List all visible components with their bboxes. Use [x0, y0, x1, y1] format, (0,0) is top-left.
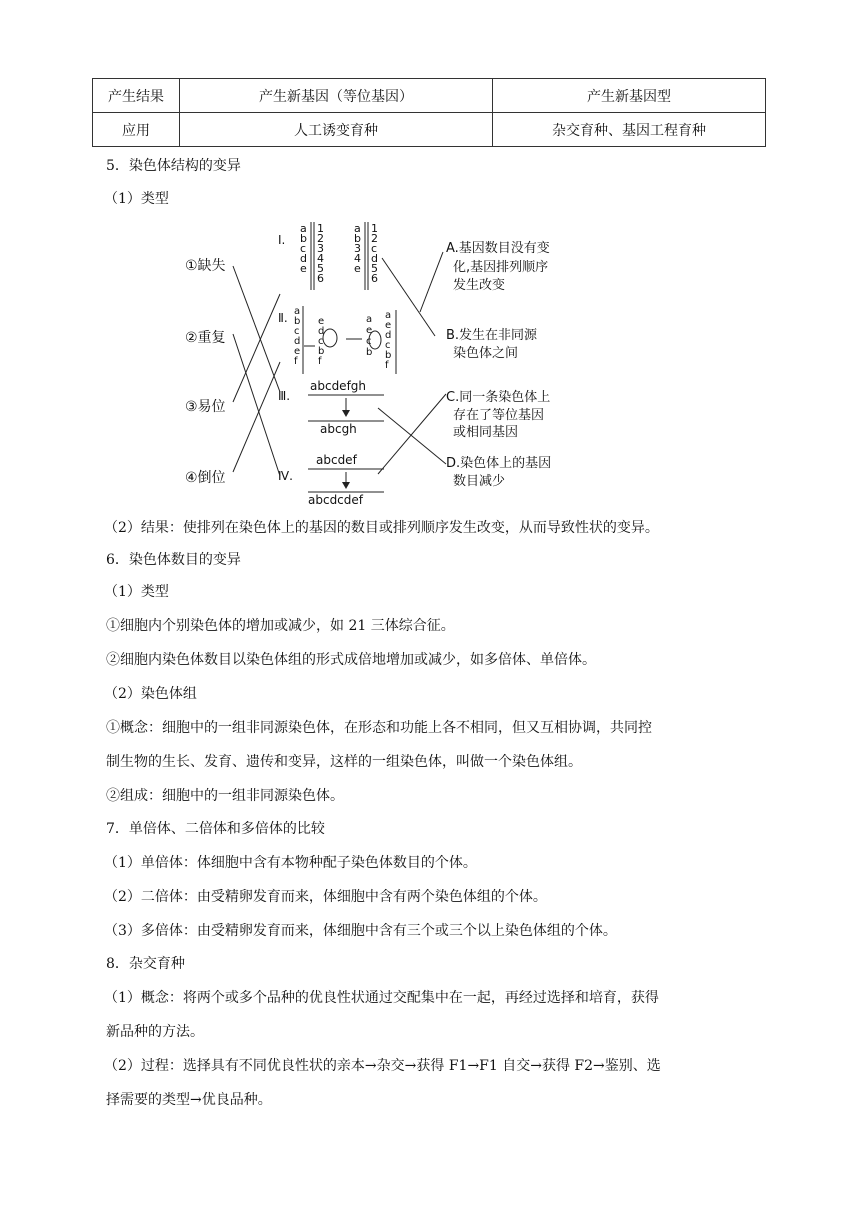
IV-top: abcdef — [316, 453, 357, 467]
desc-C-3: 或相同基因 — [453, 425, 519, 440]
gene-letter: c — [300, 242, 307, 255]
section-8-p2b: 择需要的类型→优良品种。 — [106, 1092, 272, 1108]
gene-letter: 1 — [317, 222, 324, 235]
table-row — [93, 113, 766, 147]
label-inversion: ④倒位 — [185, 470, 226, 486]
section-7-p2: （2）二倍体：由受精卵发育而来，体细胞中含有两个染色体组的个体。 — [104, 889, 547, 905]
table-cell: 产生新基因型 — [493, 79, 766, 113]
roman-II: Ⅱ. — [278, 311, 288, 325]
IV-group — [308, 453, 384, 506]
section-6-title: 6．染色体数目的变异 — [106, 552, 241, 568]
gene-letter: d — [318, 326, 325, 337]
gene-letter: f — [385, 360, 389, 371]
loop-shape — [323, 329, 337, 347]
table-cell: 杂交育种、基因工程育种 — [493, 113, 766, 147]
gene-letter: c — [366, 336, 372, 347]
table-cell: 人工诱变育种 — [180, 113, 493, 147]
section-6-sub2: （2）染色体组 — [104, 686, 197, 702]
comparison-table — [92, 78, 766, 147]
gene-letter: c — [385, 340, 391, 351]
gene-letter: e — [385, 320, 392, 331]
desc-D-2: 数目减少 — [453, 474, 506, 489]
table-cell: 产生新基因（等位基因） — [180, 79, 493, 113]
desc-C-1: C.同一条染色体上 — [446, 390, 551, 405]
label-deletion: ①缺失 — [185, 258, 226, 274]
desc-A-1: A.基因数目没有变 — [446, 241, 550, 256]
section-6-p1: ①细胞内个别染色体的增加或减少，如 21 三体综合征。 — [106, 618, 455, 634]
gene-letter: a — [366, 314, 373, 325]
gene-letter: d — [385, 330, 392, 341]
table-cell: 产生结果 — [93, 79, 180, 113]
desc-B-1: B.发生在非同源 — [446, 328, 538, 343]
III-bottom: abcgh — [320, 422, 357, 436]
section-8-p2a: （2）过程：选择具有不同优良性状的亲本→杂交→获得 F1→F1 自交→获得 F2→鉴别、选 — [104, 1058, 661, 1074]
desc-A-3: 发生改变 — [453, 278, 506, 293]
gene-letter: 4 — [317, 252, 324, 265]
section-6-sub1: （1）类型 — [104, 584, 169, 600]
gene-letter: 4 — [354, 252, 361, 265]
IV-bottom: abcdcdef — [308, 493, 364, 506]
section-8-p1b: 新品种的方法。 — [106, 1024, 204, 1040]
gene-letter: a — [354, 222, 361, 235]
section-7-p3: （3）多倍体：由受精卵发育而来，体细胞中含有三个或三个以上染色体组的个体。 — [104, 923, 617, 939]
gene-letter: c — [318, 336, 324, 347]
section-7-title: 7．单倍体、二倍体和多倍体的比较 — [106, 821, 325, 837]
roman-I: Ⅰ. — [278, 233, 286, 247]
gene-letter: b — [385, 350, 392, 361]
section-6-p3b: 制生物的生长、发育、遗传和变异，这样的一组染色体，叫做一个染色体组。 — [106, 754, 582, 770]
gene-letter: c — [371, 242, 378, 255]
gene-letter: 3 — [317, 242, 324, 255]
gene-letter: c — [294, 326, 300, 337]
gene-letter: f — [294, 356, 298, 367]
gene-letter: d — [300, 252, 307, 265]
gene-letter: a — [294, 306, 301, 317]
section-6-p2: ②细胞内染色体数目以染色体组的形式成倍地增加或减少，如多倍体、单倍体。 — [106, 652, 596, 668]
section-5-sub1: （1）类型 — [104, 191, 169, 207]
gene-letter: e — [294, 346, 301, 357]
desc-B-2: 染色体之间 — [453, 346, 519, 361]
gene-letter: a — [385, 310, 392, 321]
gene-letter: e — [354, 262, 361, 275]
label-translocation: ③易位 — [185, 399, 226, 415]
section-8-p1a: （1）概念：将两个或多个品种的优良性状通过交配集中在一起，再经过选择和培育，获得 — [104, 990, 659, 1006]
gene-letter: e — [366, 325, 373, 336]
desc-A-2: 化,基因排列顺序 — [453, 260, 549, 275]
gene-letter: 6 — [371, 272, 378, 285]
label-duplication: ②重复 — [185, 330, 226, 346]
section-5-result: （2）结果：使排列在染色体上的基因的数目或排列顺序发生改变，从而导致性状的变异。 — [104, 520, 659, 536]
gene-letter: e — [318, 316, 325, 327]
section-8-title: 8．杂交育种 — [106, 956, 185, 972]
gene-letter: b — [354, 232, 361, 245]
gene-letter: b — [294, 316, 301, 327]
chromosome-structure-diagram — [170, 214, 610, 506]
desc-C-2: 存在了等位基因 — [453, 408, 545, 423]
gene-letter: b — [300, 232, 307, 245]
desc-D-1: D.染色体上的基因 — [446, 456, 552, 471]
roman-III: Ⅲ. — [278, 389, 291, 403]
gene-letter: 3 — [354, 242, 361, 255]
gene-letter: b — [318, 346, 325, 357]
gene-letter: 2 — [317, 232, 324, 245]
roman-IV: Ⅳ. — [278, 469, 293, 483]
section-6-p4: ②组成：细胞中的一组非同源染色体。 — [106, 788, 344, 804]
gene-letter: e — [300, 262, 307, 275]
gene-letter: 5 — [317, 262, 324, 275]
gene-letter: a — [300, 222, 307, 235]
gene-letter: 6 — [317, 272, 324, 285]
table-row — [93, 79, 766, 113]
gene-letter: d — [294, 336, 301, 347]
section-7-p1: （1）单倍体：体细胞中含有本物种配子染色体数目的个体。 — [104, 855, 477, 871]
gene-letter: b — [366, 347, 373, 358]
section-6-p3a: ①概念：细胞中的一组非同源染色体，在形态和功能上各不相同，但又互相协调，共同控 — [106, 720, 652, 736]
gene-letter: 1 — [371, 222, 378, 235]
section-5-title: 5．染色体结构的变异 — [106, 158, 241, 174]
connector-lines — [233, 252, 446, 476]
III-group — [308, 379, 384, 436]
gene-letter: 2 — [371, 232, 378, 245]
gene-letter: 5 — [371, 262, 378, 275]
gene-letter: f — [318, 356, 322, 367]
table-cell: 应用 — [93, 113, 180, 147]
III-top: abcdefgh — [310, 379, 367, 393]
gene-letter: d — [371, 252, 378, 265]
